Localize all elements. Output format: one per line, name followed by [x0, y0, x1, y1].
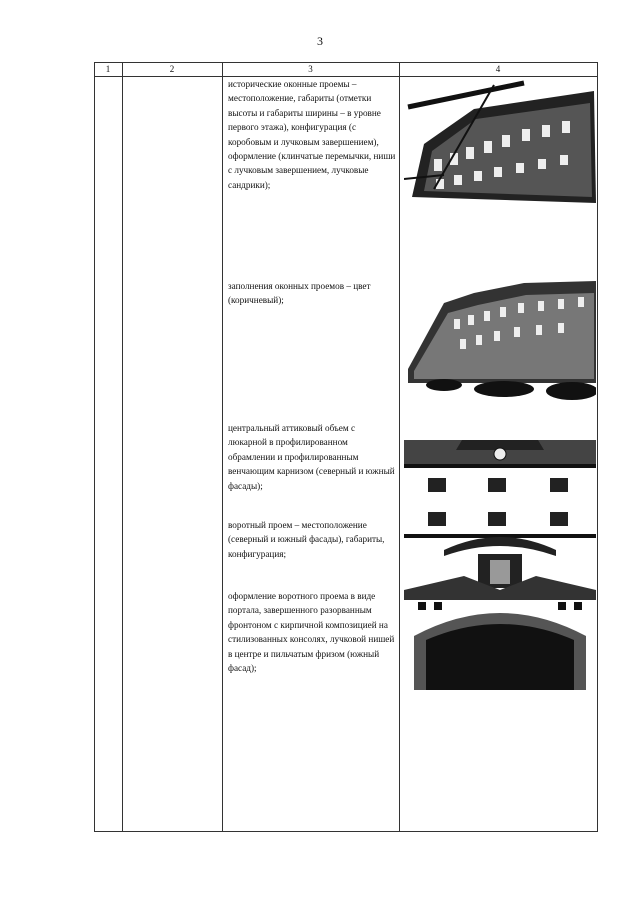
central-attic-portal-photo	[404, 440, 596, 690]
entry-text-gate-portal: оформление воротного проема в виде портала, завершенного разорванным фронтоном с кирпичной композицией на стилизованных консолях, лучковой нишей в центре и пильчатым фризом (южный фасад);	[228, 591, 395, 674]
entry-text-windows: исторические оконные проемы – местоположение, габариты (отметки высоты и габариты ширины – в уровне первого этажа), конфигурация (с коробовым и лучковым завершением), оформление (клинчатые перемычки, ниши с лучковым завершением, лучковые сандрики);	[228, 79, 396, 190]
col-header-2: 2	[169, 64, 175, 74]
street-perspective-facade-photo	[404, 279, 596, 407]
col-header-4: 4	[495, 64, 501, 74]
col-header-3: 3	[308, 64, 313, 74]
page-number: 3	[317, 34, 323, 48]
entry-text-attic: центральный аттиковый объем с люкарной в профилированном обрамлении и профилированным венчающим карнизом (северный и южный фасады);	[228, 423, 395, 491]
entry-text-gate-opening: воротный проем – местоположение (северный и южный фасады), габариты, конфигурация;	[228, 520, 385, 559]
entry-text-window-fill: заполнения оконных проемов – цвет (коричневый);	[228, 281, 371, 306]
col-header-1: 1	[105, 64, 111, 74]
building-facade-scaffolding-photo	[404, 79, 596, 207]
